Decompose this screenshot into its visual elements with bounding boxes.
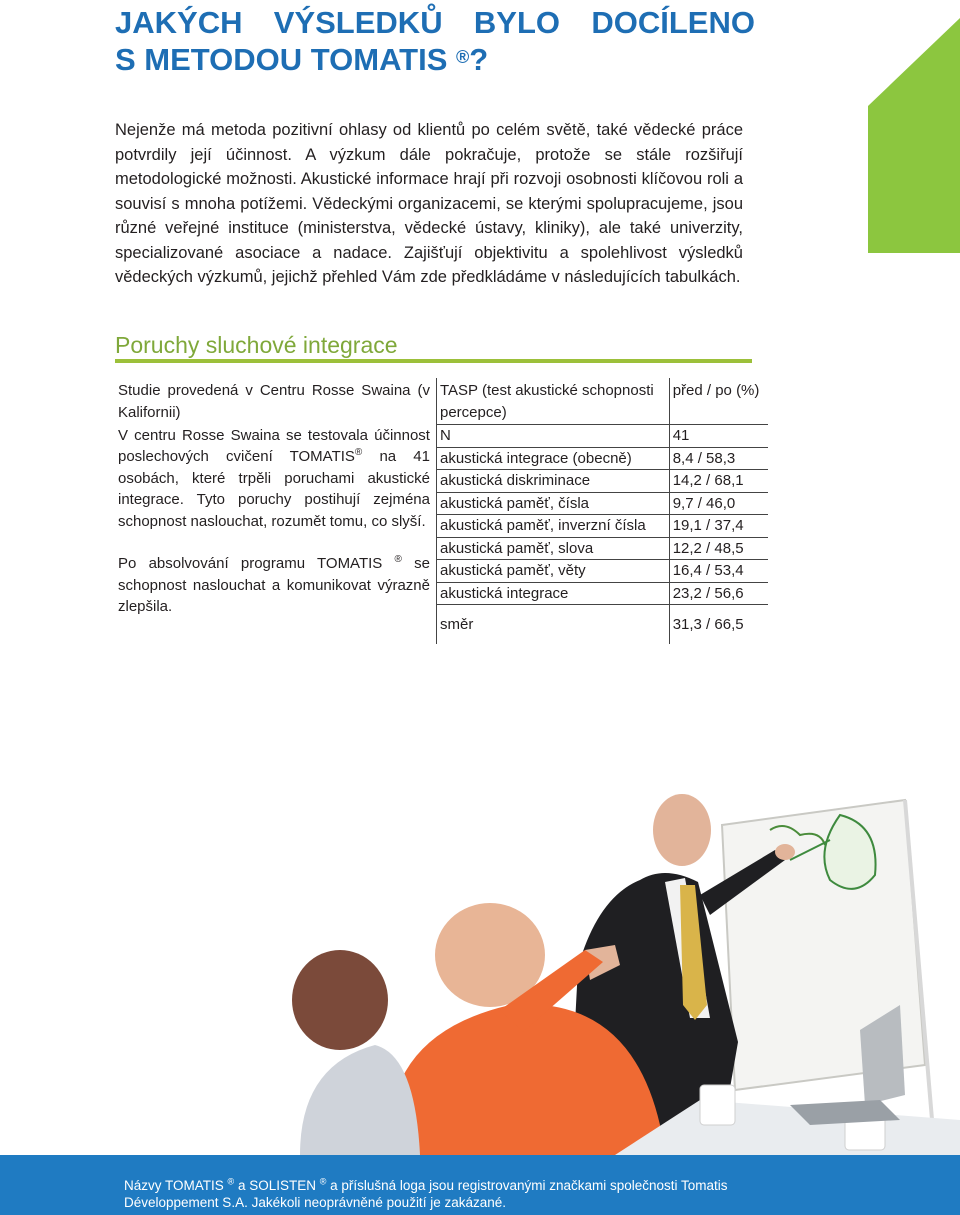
page-title [115,4,755,78]
desc-text: Po absolvování programu TOMATIS [118,555,383,572]
intro-paragraph: Nejenže má metoda pozitivní ohlasy od klientů po celém světě, také vědecké práce potvrdily její účinnost. A výzkum dále pokračuje, protože se stále rozšiřují metodologické možnosti. Akustické informace hrají při rozvoji osobnosti klíčovou roli a souvisí s mnoha potížemi. Vědeckými organizacemi, se kterými spolupracujeme, jsou různé veřejné instituce (ministerstva, vědecké ústavy, kliniky), ale také univerzity, specializované asociace a nadace. Zajišťují objektivitu a spolehlivost výsledků vědeckých výzkumů, jejichž přehled Vám zde předkládáme v následujících tabulkách. [115,121,743,286]
tasp-header-text: TASP (test akustické schopnosti percepce) [439,382,654,421]
registered-mark: ® [394,554,402,565]
title-line-2 [115,42,488,77]
tasp-header [436,378,669,425]
desc-text: na 41 osobách, které trpěli poruchami akustické integrace. Tyto poruchy postihují zejména schopnost naslouchat, rozumět tomu, co slyší. [118,448,430,530]
title-word: VÝSLEDKŮ [273,5,443,40]
row-label: akustická paměť, čísla [436,492,669,515]
row-label: akustická paměť, inverzní čísla [436,515,669,538]
footer-text-part: a SOLISTEN [234,1178,316,1193]
study-description-p1 [118,425,430,533]
presentation-photo-icon [0,760,960,1155]
before-after-header [669,378,768,425]
footer-bar [0,1155,960,1215]
row-value: 19,1 / 37,4 [669,515,768,538]
study-description-p2 [118,553,430,618]
row-value: 31,3 / 66,5 [669,605,768,644]
row-label: N [436,425,669,448]
results-table [115,378,768,644]
footer-text [124,1177,784,1211]
spacer [118,532,430,553]
row-value: 14,2 / 68,1 [669,470,768,493]
flipchart-icon [722,800,935,1155]
row-value: 23,2 / 56,6 [669,582,768,605]
row-value: 16,4 / 53,4 [669,560,768,583]
row-value: 12,2 / 48,5 [669,537,768,560]
study-header [115,378,436,425]
section-divider [115,359,752,363]
study-description [115,425,436,644]
table-row [115,425,768,448]
title-line-1 [115,4,755,41]
row-value: 8,4 / 58,3 [669,447,768,470]
table-header-row [115,378,768,425]
green-corner-decoration [868,18,960,253]
row-value: 9,7 / 46,0 [669,492,768,515]
registered-mark: ® [227,1176,235,1187]
title-word: BYLO [473,5,561,40]
before-after-header-text: před / po (%) [672,382,760,399]
row-label: akustická paměť, slova [436,537,669,560]
title-word: DOCÍLENO [591,5,755,40]
desc-text: se schopnost naslouchat a komunikovat výrazně zlepšila. [118,555,430,615]
footer-text-part: Názvy TOMATIS [124,1178,224,1193]
row-value: 41 [669,425,768,448]
title-word: JAKÝCH [115,5,243,40]
row-label: akustická integrace [436,582,669,605]
registered-mark: ® [319,1176,327,1187]
title-line-2-text: S METODOU TOMATIS [115,42,448,77]
title-question-mark: ? [469,42,489,77]
row-label: akustická paměť, věty [436,560,669,583]
registered-mark: ® [354,447,363,458]
row-label: akustická integrace (obecně) [436,447,669,470]
footer-text-part: a příslušná loga jsou registrovanými značkami společnosti Tomatis Développement S.A. Jakékoli neoprávněné použití je zakázané. [124,1178,728,1210]
study-header-text: Studie provedená v Centru Rosse Swaina (v Kalifornii) [118,382,430,421]
row-label: akustická diskriminace [436,470,669,493]
row-label: směr [436,605,669,644]
section-title: Poruchy sluchové integrace [115,332,398,358]
desc-text: V centru Rosse Swaina se testovala účinnost poslechových cvičení TOMATIS [118,426,430,465]
registered-mark: ® [456,47,470,67]
